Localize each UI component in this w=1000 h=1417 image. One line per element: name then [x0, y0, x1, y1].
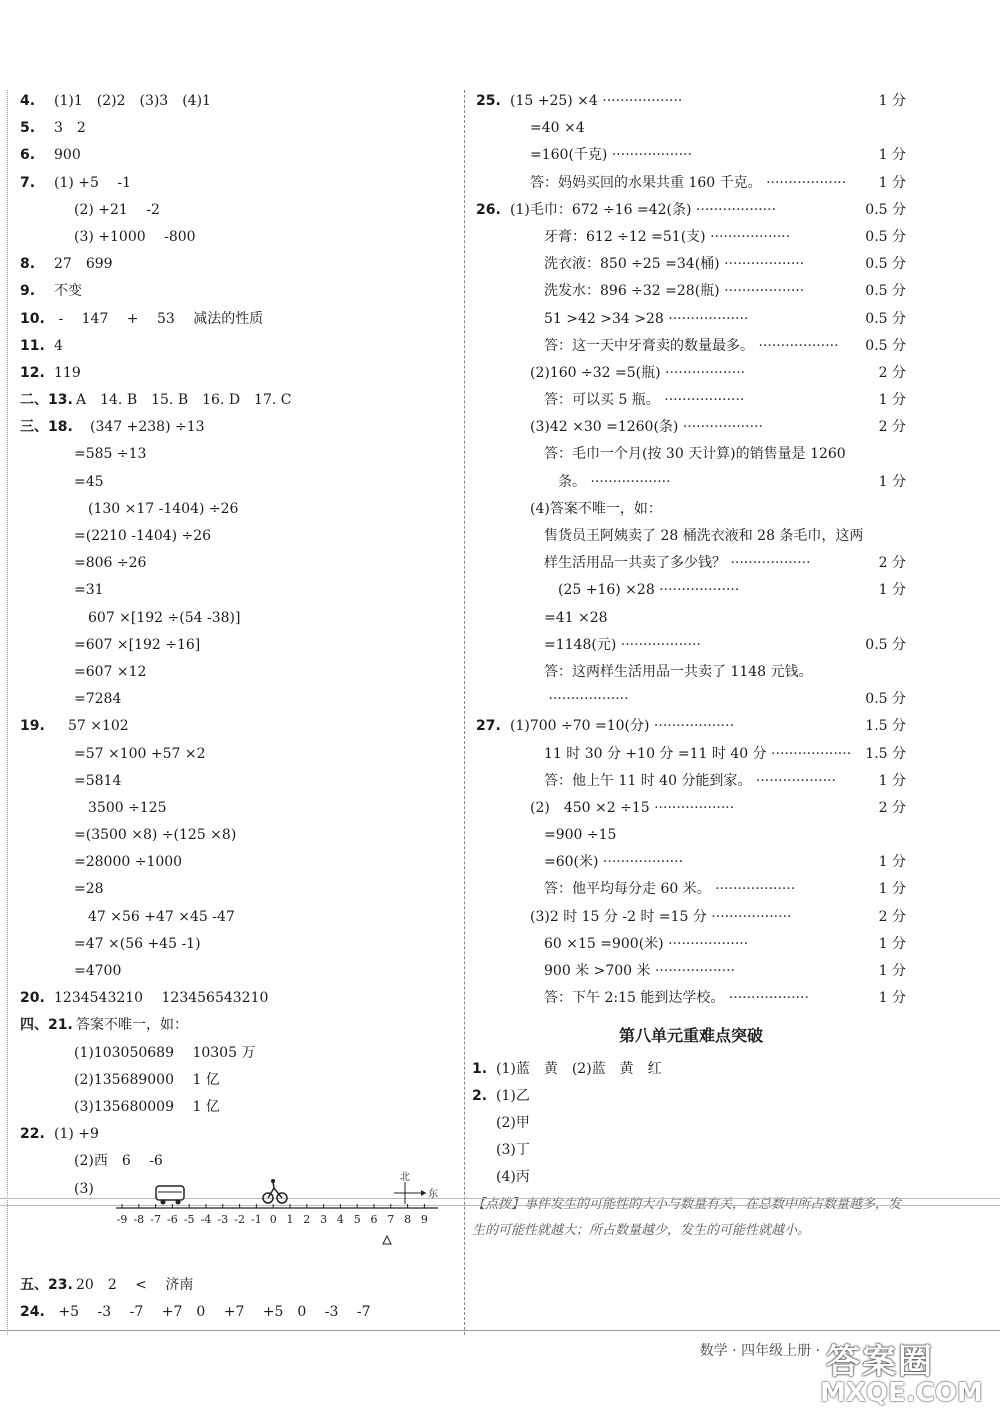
- tick-label: 2: [303, 1213, 311, 1226]
- leader-dots: ··················: [659, 392, 745, 409]
- answer-text: 不变: [54, 283, 82, 300]
- answer-line: [20, 1067, 460, 1094]
- question-number: 11.: [20, 337, 45, 354]
- answer-line: [20, 88, 460, 115]
- question-number: 三、18.: [20, 419, 73, 436]
- answer-line: [472, 1164, 906, 1191]
- question-number: 10.: [20, 310, 45, 327]
- watermark-url: MXQE.COM: [820, 1378, 983, 1408]
- score-points: 0.5 分: [865, 337, 906, 354]
- left-column: [20, 88, 460, 1203]
- answer-text: =28: [74, 881, 104, 898]
- section-title: 第八单元重难点突破: [618, 1026, 763, 1046]
- answer-text: (1)毛巾：672 ÷16 =42(条): [510, 201, 692, 218]
- answer-line: [20, 414, 460, 441]
- answer-text: (1)蓝 黄 (2)蓝 黄 红: [496, 1060, 662, 1077]
- leader-dots: ··················: [761, 174, 847, 191]
- answer-text: =40 ×4: [530, 120, 585, 137]
- answer-line: [472, 1056, 906, 1083]
- score-points: 2 分: [878, 364, 906, 381]
- answer-line: [20, 441, 460, 468]
- tick-label: 4: [336, 1213, 344, 1226]
- question-number: 1.: [472, 1060, 488, 1077]
- answer-line: [476, 251, 906, 278]
- answer-line: [476, 822, 906, 849]
- score-points: 0.5 分: [865, 201, 906, 218]
- leader-dots: ··················: [649, 799, 735, 816]
- tick-label: 0: [269, 1213, 277, 1226]
- answer-line: [20, 360, 460, 387]
- answer-text: 答案不唯一，如：: [76, 1017, 188, 1034]
- answer-text: 牙膏：612 ÷12 =51(支): [530, 228, 706, 245]
- column-divider: [464, 90, 465, 1335]
- score-points: 2 分: [878, 908, 906, 925]
- score-points: 1 分: [878, 93, 906, 109]
- score-points: 1 分: [878, 854, 906, 871]
- tick-label: 3: [320, 1213, 328, 1226]
- tick-label: -9: [116, 1213, 128, 1226]
- answer-text: - 147 + 53 减法的性质: [54, 310, 264, 327]
- answer-line: [476, 985, 906, 1012]
- leader-dots: ··················: [719, 256, 805, 273]
- question-number: 8.: [20, 256, 36, 273]
- answer-line: [20, 1012, 460, 1039]
- score-points: 1 分: [878, 990, 906, 1007]
- score-points: 2 分: [878, 799, 906, 816]
- answer-line: [476, 278, 906, 305]
- answer-line: [476, 713, 906, 740]
- question-number: 6.: [20, 147, 36, 164]
- number-line-figure: [108, 1172, 448, 1254]
- score-points: 0.5 分: [865, 283, 906, 300]
- leader-dots: ··················: [607, 147, 692, 164]
- answer-text: 11 时 30 分 +10 分 =11 时 40 分: [530, 745, 767, 762]
- answer-line: [20, 1148, 460, 1175]
- answer-text: =900 ÷15: [530, 827, 617, 844]
- answer-text: =1148(元): [530, 636, 617, 653]
- question-number: 2.: [472, 1087, 488, 1104]
- answer-line: [472, 1137, 906, 1164]
- answer-line: [476, 115, 906, 142]
- score-points: 2 分: [878, 555, 906, 572]
- answer-text: =(2210 -1404) ÷26: [74, 528, 212, 544]
- answer-line: [20, 523, 460, 550]
- answer-text: (1)700 ÷70 =10(分): [510, 718, 650, 735]
- answer-line: [476, 142, 906, 169]
- answer-text: [530, 691, 544, 707]
- leader-dots: ··················: [751, 772, 836, 789]
- answer-line: [476, 795, 906, 822]
- answer-text: 答：这两样生活用品一共卖了 1148 元钱。: [530, 663, 813, 680]
- answer-text: 51 >42 >34 >28: [530, 310, 664, 327]
- answer-text: (2) +21 -2: [74, 201, 160, 218]
- answer-text: 答：下午 2:15 能到达学校。: [530, 990, 725, 1007]
- score-points: 0.5 分: [865, 636, 906, 653]
- tick-label: -1: [251, 1213, 262, 1226]
- leader-dots: ··················: [691, 201, 777, 218]
- question-number: 9.: [20, 283, 36, 300]
- left-bottom-block: [20, 1272, 460, 1326]
- score-points: 2 分: [878, 419, 906, 436]
- score-points: 1 分: [878, 772, 906, 789]
- answer-text: 洗发水：896 ÷32 =28(瓶): [530, 283, 720, 300]
- answer-line: [20, 224, 460, 251]
- answer-line: [20, 876, 460, 903]
- tick-label: -3: [217, 1213, 229, 1226]
- answer-line: [476, 387, 906, 414]
- answer-line: [20, 985, 460, 1012]
- answer-line: [476, 88, 906, 115]
- answer-line: [476, 197, 906, 224]
- answer-text: 答：毛巾一个月(按 30 天计算)的销售量是 1260: [530, 446, 846, 463]
- answer-text: 27 699: [54, 256, 113, 273]
- answer-text: (2)160 ÷32 =5(瓶): [530, 364, 661, 381]
- score-points: 0.5 分: [865, 256, 906, 273]
- leader-dots: ··················: [754, 337, 839, 354]
- answer-text: =160(千克): [530, 147, 608, 164]
- leader-dots: ··················: [678, 419, 763, 436]
- answer-text: =60(米): [530, 854, 599, 871]
- answer-text: =7284: [74, 691, 122, 708]
- question-number: 20.: [20, 990, 45, 1007]
- answer-line: [20, 768, 460, 795]
- answer-line: [472, 1110, 906, 1137]
- score-points: 1 分: [878, 174, 906, 191]
- answer-text: 条。: [530, 473, 586, 490]
- answer-text: 1234543210 123456543210: [54, 990, 269, 1007]
- question-number: 二、13.: [20, 392, 73, 409]
- score-points: 1 分: [878, 963, 906, 979]
- answer-line: [476, 741, 906, 768]
- answer-line: [476, 414, 906, 441]
- answer-text: +5 -3 -7 +7 0 +7 +5 0 -3 -7: [54, 1304, 371, 1321]
- answer-line: [476, 931, 906, 958]
- leader-dots: ··················: [710, 881, 796, 898]
- question-number: 22.: [20, 1126, 45, 1143]
- leader-dots: ··················: [544, 691, 629, 708]
- answer-text: A 14. B 15. B 16. D 17. C: [76, 392, 292, 409]
- question-number: 26.: [476, 201, 501, 218]
- answer-line: [20, 469, 460, 496]
- tick-group: [117, 1204, 428, 1226]
- answer-text: 20 2 < 济南: [76, 1277, 194, 1293]
- answer-line: [20, 170, 460, 197]
- left-border: [7, 90, 8, 1335]
- north-label: 北: [400, 1172, 410, 1183]
- answer-text: (25 +16) ×28: [530, 582, 655, 599]
- answer-text: (3) +1000 -800: [74, 228, 196, 245]
- answer-text: =607 ×12: [74, 663, 147, 680]
- answer-line: [20, 713, 460, 740]
- answer-line: [476, 360, 906, 387]
- leader-dots: ··················: [616, 636, 701, 653]
- answer-line: [20, 795, 460, 822]
- answer-line: [20, 1272, 460, 1299]
- answer-line: [476, 659, 906, 686]
- leader-dots: ··················: [663, 935, 749, 952]
- answer-line: [20, 387, 460, 414]
- answer-line: [476, 632, 906, 659]
- question-number: 4.: [20, 93, 36, 109]
- answer-line: [476, 441, 906, 468]
- section-items: [472, 1056, 906, 1192]
- answer-line: [472, 1083, 906, 1110]
- question-number: 12.: [20, 364, 45, 381]
- answer-text: 答：可以买 5 瓶。: [530, 392, 660, 409]
- answer-text: 样生活用品一共卖了多少钱？: [530, 555, 726, 572]
- answer-text: (2)西 6 -6: [74, 1153, 163, 1170]
- answer-text: (4)丙: [496, 1169, 530, 1186]
- score-points: 0.5 分: [865, 228, 906, 245]
- answer-text: 答：他上午 11 时 40 分能到家。: [530, 772, 752, 789]
- answer-text: =4700: [74, 963, 122, 979]
- score-points: 1 分: [878, 147, 906, 164]
- answer-line: [476, 469, 906, 496]
- score-points: 1.5 分: [865, 718, 906, 735]
- question-number: 7.: [20, 174, 36, 191]
- tick-label: -6: [167, 1213, 178, 1226]
- answer-line: [20, 496, 460, 523]
- answer-text: 3500 ÷125: [74, 799, 167, 816]
- answer-text: =585 ÷13: [74, 446, 147, 463]
- answer-line: [476, 958, 906, 985]
- answer-text: 57 ×102: [54, 718, 129, 735]
- answer-text: (3)42 ×30 =1260(条): [530, 419, 679, 436]
- answer-text: =(3500 ×8) ÷(125 ×8): [74, 827, 237, 844]
- question-number: 5.: [20, 120, 36, 137]
- answer-text: (1)103050689 10305 万: [74, 1044, 256, 1061]
- answer-text: (4)答案不唯一，如：: [530, 500, 662, 517]
- answer-line: [20, 1299, 460, 1326]
- answer-line: [20, 741, 460, 768]
- answer-text: =45: [74, 473, 104, 490]
- person-on-bike-icon: [263, 1179, 287, 1203]
- leader-dots: ··················: [598, 854, 684, 871]
- answer-text: =806 ÷26: [74, 555, 147, 572]
- answer-text: (15 +25) ×4: [510, 93, 598, 109]
- answer-text: 900 米 >700 米: [530, 963, 651, 979]
- answer-line: [20, 659, 460, 686]
- answer-text: =31: [74, 582, 104, 599]
- tick-label: 8: [404, 1213, 412, 1226]
- answer-line: [476, 550, 906, 577]
- tick-label: 5: [353, 1213, 361, 1226]
- score-points: 1 分: [878, 582, 906, 599]
- question-number: 四、21.: [20, 1017, 73, 1034]
- answer-line: [20, 306, 460, 333]
- answer-text: 3 2: [54, 120, 86, 137]
- answer-text: =5814: [74, 772, 122, 789]
- answer-text: (1) +5 -1: [54, 174, 132, 191]
- question-number: 25.: [476, 93, 501, 109]
- answer-text: 4: [54, 337, 63, 354]
- score-points: 1 分: [878, 935, 906, 952]
- tick-label: 9: [420, 1213, 428, 1226]
- answer-line: [476, 904, 906, 931]
- leader-dots: ··················: [654, 582, 740, 599]
- tick-label: -5: [183, 1213, 195, 1226]
- question-number: 19.: [20, 718, 45, 735]
- answer-line: [20, 686, 460, 713]
- answer-line: [20, 1094, 460, 1121]
- answer-text: 119: [54, 364, 81, 381]
- leader-dots: ··················: [706, 908, 792, 925]
- answer-line: [20, 822, 460, 849]
- answer-text: (3)135680009 1 亿: [74, 1098, 220, 1115]
- answer-text: =607 ×[192 ÷16]: [74, 636, 201, 653]
- answer-line: [476, 224, 906, 251]
- answer-text: 60 ×15 =900(米): [530, 935, 664, 952]
- leader-dots: ··················: [766, 745, 852, 762]
- watermark-logo: 答案圈: [826, 1342, 934, 1382]
- tick-label: -8: [133, 1213, 145, 1226]
- answer-line: [476, 306, 906, 333]
- answer-line: [20, 605, 460, 632]
- answer-line: [476, 577, 906, 604]
- answer-line: [20, 550, 460, 577]
- answer-line: [20, 142, 460, 169]
- answer-text: (3)2 时 15 分 -2 时 =15 分: [530, 908, 707, 925]
- question-number: 24.: [20, 1304, 45, 1321]
- answer-line: [20, 958, 460, 985]
- tick-label: -4: [200, 1213, 212, 1226]
- right-column: [472, 88, 906, 1244]
- answer-line: [476, 523, 906, 550]
- answer-line: [476, 849, 906, 876]
- leader-dots: ··················: [586, 473, 671, 490]
- answer-text: (2) 450 ×2 ÷15: [530, 799, 650, 816]
- answer-line: [20, 115, 460, 142]
- answer-line: [20, 849, 460, 876]
- answer-text: (1) +9: [54, 1126, 99, 1143]
- answer-text: (2)甲: [496, 1114, 530, 1131]
- answer-text: (3): [74, 1180, 94, 1197]
- answer-text: (347 +238) ÷13: [76, 419, 205, 436]
- leader-dots: ··················: [660, 364, 746, 381]
- answer-line: [20, 333, 460, 360]
- answer-line: [476, 333, 906, 360]
- question-number: 五、23.: [20, 1277, 73, 1293]
- score-points: 1 分: [878, 881, 906, 898]
- answer-text: =57 ×100 +57 ×2: [74, 745, 206, 762]
- answer-line: [20, 197, 460, 224]
- hint-note: 【点拨】事件发生的可能性的大小与数量有关，在总数中所占数量越多，发生的可能性就越大；所占数量越少，发生的可能性就越小。: [472, 1196, 902, 1238]
- score-points: 1 分: [878, 473, 906, 490]
- answer-text: 47 ×56 +47 ×45 -47: [74, 908, 235, 925]
- answer-line: [476, 686, 906, 713]
- bus-icon: [156, 1186, 184, 1205]
- answer-line: [476, 876, 906, 903]
- leader-dots: ··················: [705, 228, 791, 245]
- answer-line: [476, 605, 906, 632]
- answer-line: [20, 577, 460, 604]
- answer-text: 售货员王阿姨卖了 28 桶洗衣液和 28 条毛巾，这两: [530, 528, 864, 544]
- answer-line: [20, 278, 460, 305]
- footer-rule: [0, 1330, 1000, 1331]
- answer-line: [476, 496, 906, 523]
- answer-text: 答：妈妈买回的水果共重 160 千克。: [530, 174, 762, 191]
- leader-dots: ··················: [663, 310, 749, 327]
- answer-text: 900: [54, 147, 81, 164]
- tick-label: 6: [370, 1213, 378, 1226]
- leader-dots: ··················: [726, 555, 811, 572]
- question-number: 27.: [476, 718, 501, 735]
- answer-line: [20, 251, 460, 278]
- score-points: 1.5 分: [865, 745, 906, 762]
- tick-label: 1: [286, 1213, 294, 1226]
- leader-dots: ··················: [597, 93, 683, 109]
- answer-text: (1)乙: [496, 1087, 530, 1104]
- score-points: 1 分: [878, 392, 906, 409]
- answer-text: =28000 ÷1000: [74, 854, 183, 871]
- leader-dots: ··················: [650, 963, 736, 979]
- answer-line: [20, 904, 460, 931]
- answer-text: (130 ×17 -1404) ÷26: [74, 500, 239, 517]
- answer-text: (3)丁: [496, 1142, 530, 1159]
- answer-text: 答：这一天中牙膏卖的数量最多。: [530, 337, 754, 354]
- answer-text: 洗衣液：850 ÷25 =34(桶): [530, 256, 720, 273]
- answer-text: =47 ×(56 +45 -1): [74, 935, 201, 952]
- leader-dots: ··················: [719, 283, 805, 300]
- leader-dots: ··················: [649, 718, 735, 735]
- tick-label: -7: [150, 1213, 161, 1226]
- answer-line: [20, 632, 460, 659]
- tick-label: 7: [387, 1213, 395, 1226]
- school-marker-icon: [383, 1236, 391, 1244]
- score-points: 0.5 分: [865, 310, 906, 327]
- score-points: 0.5 分: [865, 691, 906, 708]
- answer-line: [476, 170, 906, 197]
- tick-label: -2: [234, 1213, 245, 1226]
- answer-text: (2)135689000 1 亿: [74, 1071, 220, 1088]
- answer-text: =41 ×28: [530, 609, 608, 626]
- answer-line: [20, 1121, 460, 1148]
- east-label: 东: [428, 1189, 438, 1200]
- answer-line: [20, 931, 460, 958]
- answer-line: [20, 1040, 460, 1067]
- answer-text: 答：他平均每分走 60 米。: [530, 881, 711, 898]
- answer-line: [476, 768, 906, 795]
- answer-text: 607 ×[192 ÷(54 -38)]: [74, 609, 241, 626]
- leader-dots: ··················: [724, 990, 809, 1007]
- answer-text: (1)1 (2)2 (3)3 (4)1: [54, 93, 211, 109]
- footer-text: 数学 · 四年级上册 ·: [699, 1343, 820, 1359]
